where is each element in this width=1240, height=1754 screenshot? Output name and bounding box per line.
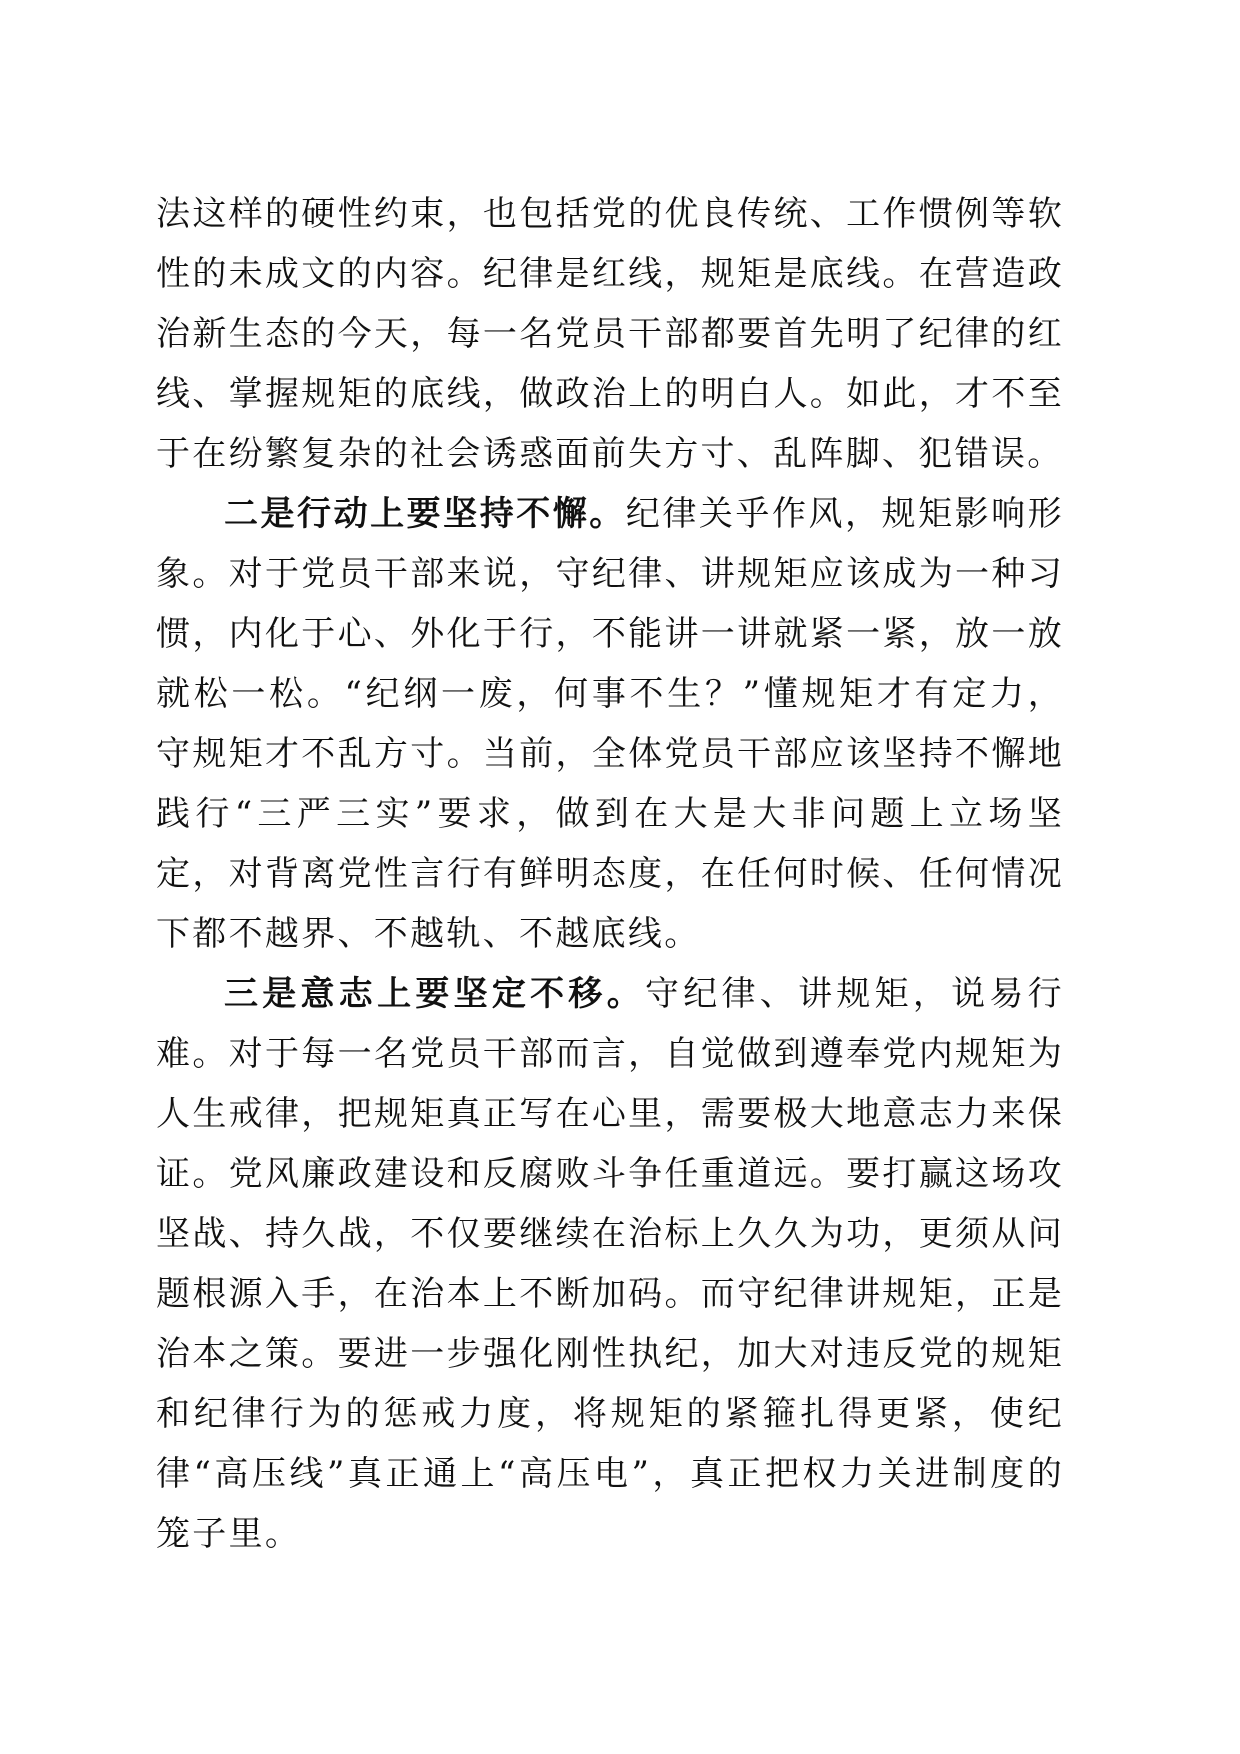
paragraph-continuation: [156, 184, 1064, 484]
paragraph-2-text: 纪律关乎作风，规矩影响形象。对于党员干部来说，守纪律、讲规矩应该成为一种习惯，内化于心、外化于行，不能讲一讲就紧一紧，放一放就松一松。“纪纲一废，何事不生？”懂规矩才有定力，守规矩才不乱方寸。当前，全体党员干部应该坚持不懈地践行“三严三实”要求，做到在大是大非问题上立场坚定，对背离党性言行有鲜明态度，在任何时候、任何情况下都不越界、不越轨、不越底线。: [156, 494, 1064, 954]
paragraph-1-text: 法这样的硬性约束，也包括党的优良传统、工作惯例等软性的未成文的内容。纪律是红线，规矩是底线。在营造政治新生态的今天，每一名党员干部都要首先明了纪律的红线、掌握规矩的底线，做政治上的明白人。如此，才不至于在纷繁复杂的社会诱惑面前失方寸、乱阵脚、犯错误。: [156, 194, 1064, 474]
paragraph-3-heading: 三是意志上要坚定不移。: [224, 974, 645, 1014]
paragraph-point-three: [156, 964, 1064, 1564]
paragraph-2-heading: 二是行动上要坚持不懈。: [224, 494, 626, 534]
paragraph-point-two: [156, 484, 1064, 964]
document-body: [156, 184, 1064, 1564]
paragraph-3-text: 守纪律、讲规矩，说易行难。对于每一名党员干部而言，自觉做到遵奉党内规矩为人生戒律，把规矩真正写在心里，需要极大地意志力来保证。党风廉政建设和反腐败斗争任重道远。要打赢这场攻坚战、持久战，不仅要继续在治标上久久为功，更须从问题根源入手，在治本上不断加码。而守纪律讲规矩，正是治本之策。要进一步强化刚性执纪，加大对违反党的规矩和纪律行为的惩戒力度，将规矩的紧箍扎得更紧，使纪律“高压线”真正通上“高压电”，真正把权力关进制度的笼子里。: [156, 974, 1064, 1554]
